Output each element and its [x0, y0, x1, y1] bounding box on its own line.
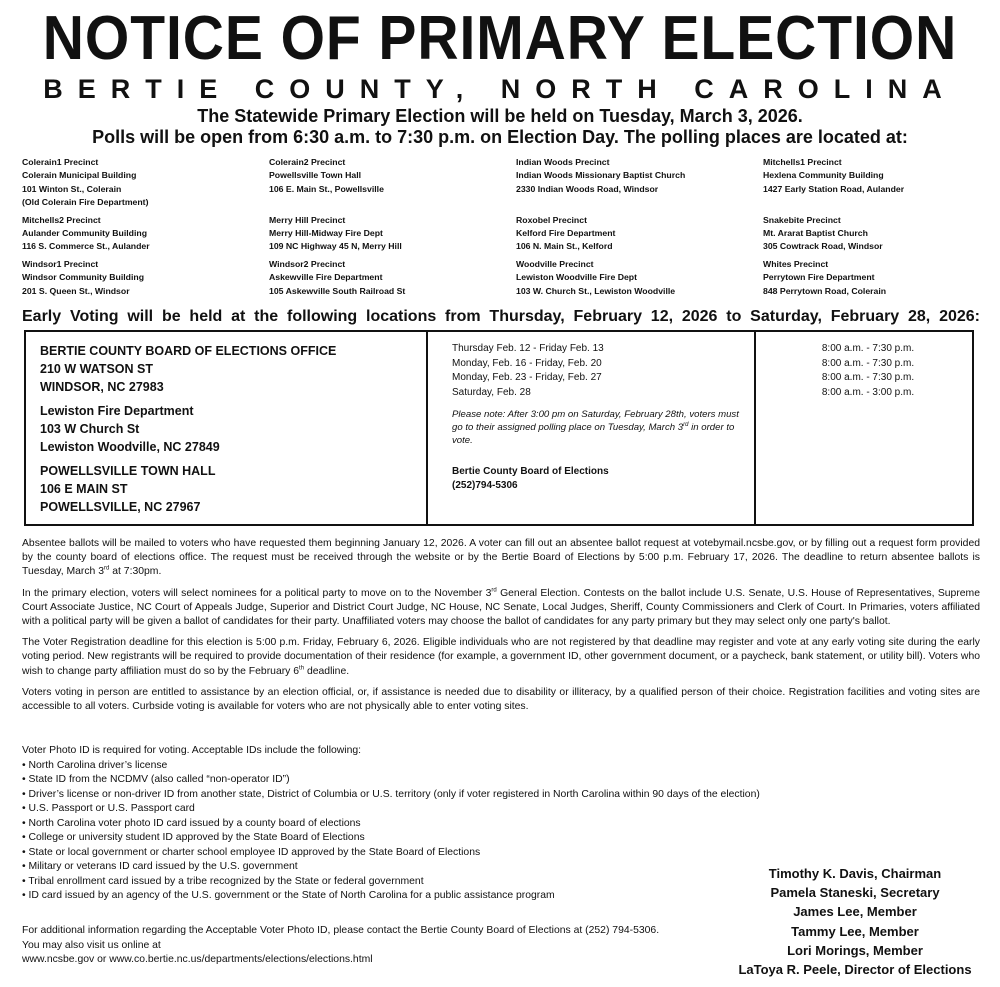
photo-id-list [22, 744, 760, 904]
early-voting-locations [40, 342, 420, 522]
board-members [720, 864, 990, 979]
photo-id-item: • Driver’s license or non-driver ID from another state, District of Columbia or U.S. territory (only if voter registered in North Carolina within 90 days of the election) [22, 788, 760, 800]
precinct-address: 2330 Indian Woods Road, Windsor [516, 183, 659, 194]
precinct-name: Whites Precinct [763, 258, 829, 269]
board-member: Timothy K. Davis, Chairman [768, 866, 942, 881]
time-range: 8:00 a.m. - 7:30 p.m. [821, 357, 915, 369]
precinct-address: 106 E. Main St., Powellsville [269, 183, 384, 194]
precinct-address: 103 W. Church St., Lewiston Woodville [516, 285, 676, 296]
precinct-name: Mitchells2 Precinct [22, 214, 101, 225]
date-range: Monday, Feb. 23 - Friday, Feb. 27 [452, 372, 602, 383]
precinct-address: 201 S. Queen St., Windsor [22, 285, 130, 296]
precinct-address: 106 N. Main St., Kelford [516, 241, 613, 252]
board-contact [452, 465, 742, 493]
early-voting-location [40, 342, 420, 396]
footer-contact-line: For additional information regarding the Acceptable Voter Photo ID, please contact the Bertie County Board of Elections at (252) 794-5306. [22, 925, 660, 936]
time-range: 8:00 a.m. - 7:30 p.m. [821, 343, 915, 354]
precinct-item [516, 214, 763, 254]
precinct-place: Perrytown Fire Department [763, 272, 875, 283]
primary-paragraph: In the primary election, voters will select nominees for a political party to move on to the November 3rd General Election. Contests on the ballot include U.S. Senate, U.S. House of Representatives, Supreme Court Associate Justice, NC Court of Appeals Judge, Superior and District Court Judge, NC House, NC Senate, Local Judges, Sheriff, County Commissioners and Clerk of Court. In Primaries, voters affiliated with a political party will be given a ballot of candidates for their party. Unaffiliated voters may choose the ballot of candidates for any party primary but they may select only one party's ballot. [22, 587, 980, 628]
photo-id-item: • Military or veterans ID card issued by the U.S. government [22, 861, 298, 872]
precinct-place: Aulander Community Building [22, 228, 148, 239]
precinct-name: Windsor2 Precinct [269, 258, 346, 269]
precinct-item [269, 156, 516, 210]
precinct-name: Colerain1 Precinct [22, 157, 99, 167]
board-member: Tammy Lee, Member [791, 923, 919, 939]
footer-info [22, 924, 752, 968]
registration-paragraph: The Voter Registration deadline for this election is 5:00 p.m. Friday, February 6, 2026. Eligible individuals who are not registered by that deadline may register and vote at any early voting site during the early voting period. New registrants will be required to provide documentation of their residence (for example, a government ID, other government document, or a paycheck, bank statement, or utility bill). Voters who wish to change party affiliation must do so by the February 6th deadline. [22, 637, 980, 677]
time-range: 8:00 a.m. - 7:30 p.m. [821, 372, 915, 383]
column-divider [426, 332, 428, 524]
precinct-item [763, 156, 982, 210]
precinct-name: Mitchells1 Precinct [763, 157, 842, 167]
precinct-item [22, 156, 269, 210]
precinct-name: Roxobel Precinct [516, 214, 587, 225]
time-range: 8:00 a.m. - 3:00 p.m. [821, 386, 915, 398]
footer-urls: www.ncsbe.gov or www.co.bertie.nc.us/departments/elections/elections.html [22, 954, 373, 965]
precinct-item [22, 214, 269, 254]
board-member: LaToya R. Peele, Director of Elections [738, 962, 972, 978]
precinct-place: Askewville Fire Department [269, 272, 383, 283]
location-city: POWELLSVILLE, NC 27967 [40, 500, 201, 514]
precinct-address: 848 Perrytown Road, Colerain [763, 285, 887, 296]
precinct-place: Hexlena Community Building [763, 170, 884, 181]
early-voting-location [40, 462, 420, 516]
date-range: Monday, Feb. 16 - Friday, Feb. 20 [452, 357, 602, 369]
location-name: POWELLSVILLE TOWN HALL [40, 464, 216, 478]
precinct-address: 1427 Early Station Road, Aulander [763, 183, 905, 194]
early-voting-location [40, 402, 420, 456]
precinct-item [22, 258, 269, 298]
county-subtitle: BERTIE COUNTY, NORTH CAROLINA [43, 74, 957, 104]
precinct-address: 101 Winton St., Colerain [22, 183, 122, 194]
assistance-paragraph: Voters voting in person are entitled to assistance by an election official, or, if assistance is needed due to disability or illiteracy, by a qualified person of their choice. Registration facilities and voting sites are accessible to all voters. Curbside voting is available for voters who are not physically able to enter voting sites. [22, 686, 980, 713]
notice-title: NOTICE OF PRIMARY ELECTION [42, 4, 958, 73]
photo-id-item: • North Carolina voter photo ID card issued by a county board of elections [22, 817, 361, 829]
photo-id-item: • State ID from the NCDMV (also called “non-operator ID”) [22, 774, 290, 785]
precinct-grid [22, 156, 982, 298]
photo-id-item: • College or university student ID approved by the State Board of Elections [22, 832, 365, 843]
photo-id-item: • State or local government or charter school employee ID approved by the State Board of Elections [22, 846, 481, 858]
board-member: Lori Morings, Member [787, 942, 923, 958]
precinct-place: Indian Woods Missionary Baptist Church [516, 170, 686, 181]
precinct-address: 116 S. Commerce St., Aulander [22, 241, 150, 252]
precinct-item [269, 214, 516, 254]
date-range: Thursday Feb. 12 - Friday Feb. 13 [452, 343, 604, 354]
precinct-place: Kelford Fire Department [516, 228, 616, 239]
precinct-name: Merry Hill Precinct [269, 214, 346, 225]
early-voting-dates [452, 342, 742, 493]
photo-id-heading: Voter Photo ID is required for voting. Acceptable IDs include the following: [22, 745, 362, 756]
polling-hours-line: Polls will be open from 6:30 a.m. to 7:30 p.m. on Election Day. The polling places are located at: [92, 127, 908, 147]
date-range: Saturday, Feb. 28 [452, 386, 531, 398]
column-divider [754, 332, 756, 524]
precinct-name: Snakebite Precinct [763, 214, 841, 225]
precinct-place: Windsor Community Building [22, 272, 145, 283]
precinct-name: Woodville Precinct [516, 258, 594, 269]
photo-id-item: • U.S. Passport or U.S. Passport card [22, 803, 195, 814]
precinct-item [269, 258, 516, 298]
early-voting-note: Please note: After 3:00 pm on Saturday, February 28th, voters must go to their assigned polling place on Tuesday, March 3rd in order to vote. [452, 409, 739, 446]
precinct-name: Windsor1 Precinct [22, 258, 99, 269]
precinct-item [763, 214, 982, 254]
precinct-address: 305 Cowtrack Road, Windsor [763, 241, 883, 252]
precinct-name: Colerain2 Precinct [269, 157, 346, 167]
early-voting-hours [764, 342, 972, 400]
precinct-place: Powellsville Town Hall [269, 170, 362, 181]
board-member: Pamela Staneski, Secretary [770, 885, 940, 901]
precinct-place: Mt. Ararat Baptist Church [763, 228, 868, 239]
precinct-address: 105 Askewville South Railroad St [269, 285, 406, 296]
precinct-place: Lewiston Woodville Fire Dept [516, 272, 637, 283]
location-street: 103 W Church St [40, 422, 140, 436]
precinct-name: Indian Woods Precinct [516, 157, 610, 167]
location-street: 106 E MAIN ST [40, 482, 128, 496]
location-city: WINDSOR, NC 27983 [40, 380, 164, 394]
early-voting-heading: Early Voting will be held at the following locations from Thursday, February 12, 2026 to Saturday, February 28, 2026: [22, 308, 980, 325]
photo-id-item: • ID card issued by an agency of the U.S. government or the State of North Carolina for a public assistance program [22, 890, 555, 901]
precinct-address: 109 NC Highway 45 N, Merry Hill [269, 241, 402, 252]
precinct-place: Merry Hill-Midway Fire Dept [269, 228, 383, 239]
precinct-item [516, 156, 763, 210]
location-street: 210 W WATSON ST [40, 362, 153, 376]
precinct-note: (Old Colerain Fire Department) [22, 197, 149, 208]
photo-id-item: • Tribal enrollment card issued by a tribe recognized by the State or federal government [22, 875, 424, 887]
precinct-item [516, 258, 763, 298]
location-name: BERTIE COUNTY BOARD OF ELECTIONS OFFICE [40, 344, 337, 358]
early-voting-table [24, 330, 974, 526]
notice-body [22, 537, 980, 721]
absentee-paragraph: Absentee ballots will be mailed to voters who have requested them beginning January 12, 2026. A voter can fill out an absentee ballot request at votebymail.ncsbe.gov, or by filling out a request form provided by the county board of elections office. The request must be received through the website or by the Bertie Board of Elections by 5:00 p.m. February 17, 2026. The deadline to return absentee ballots is Tuesday, March 3rd at 7:30pm. [22, 538, 980, 578]
location-name: Lewiston Fire Department [40, 404, 194, 418]
precinct-item [763, 258, 982, 298]
location-city: Lewiston Woodville, NC 27849 [40, 440, 220, 454]
contact-name: Bertie County Board of Elections [452, 466, 609, 477]
precinct-place: Colerain Municipal Building [22, 170, 137, 181]
footer-visit-line: You may also visit us online at [22, 939, 161, 951]
election-date-line: The Statewide Primary Election will be held on Tuesday, March 3, 2026. [197, 106, 803, 126]
contact-phone: (252)794-5306 [452, 480, 518, 491]
board-member: James Lee, Member [793, 904, 917, 920]
photo-id-item: • North Carolina driver’s license [22, 759, 168, 771]
